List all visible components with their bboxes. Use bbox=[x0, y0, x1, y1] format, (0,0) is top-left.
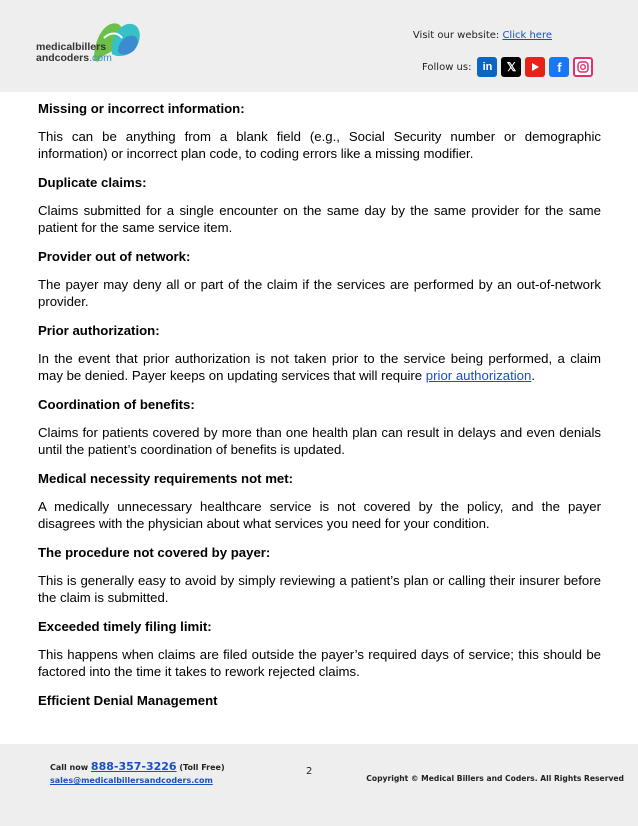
body-text: In the event that prior authorization is not taken prior to the service being performed, a claim may be denied. Payer keeps on updating services that will require bbox=[38, 351, 601, 383]
visit-label: Visit our website: bbox=[412, 30, 500, 41]
section-body: This can be anything from a blank field (e.g., Social Security number or demographic information) or incorrect plan code, to coding errors like a missing modifier. bbox=[38, 129, 601, 161]
section-heading: Provider out of network: bbox=[38, 249, 191, 264]
phone-link[interactable]: 888-357-3226 bbox=[90, 760, 177, 773]
section-heading: Efficient Denial Management bbox=[38, 693, 218, 708]
section-body: Claims for patients covered by more than one health plan can result in delays and even denials until the patient’s coordination of benefits is updated. bbox=[38, 425, 601, 457]
company-logo[interactable] bbox=[36, 14, 156, 74]
contact-info bbox=[50, 760, 225, 787]
page-footer bbox=[0, 744, 638, 826]
logo-dotcom: .com bbox=[89, 52, 112, 64]
section-heading: Coordination of benefits: bbox=[38, 397, 195, 412]
section-heading: Medical necessity requirements not met: bbox=[38, 471, 294, 486]
visit-website-link[interactable]: Click here bbox=[502, 30, 552, 41]
follow-us bbox=[422, 56, 597, 78]
toll-free-label: (Toll Free) bbox=[179, 763, 225, 772]
section-body: A medically unnecessary healthcare service is not covered by the policy, and the payer disagrees with the physician about what services you need for your condition. bbox=[38, 499, 601, 531]
logo-line-2: andcoders bbox=[36, 52, 90, 64]
main-content bbox=[38, 100, 601, 710]
section-body: This is generally easy to avoid by simply reviewing a patient’s plan or calling their insurer before the claim is submitted. bbox=[38, 573, 601, 605]
email-link[interactable]: sales@medicalbillersandcoders.com bbox=[50, 776, 213, 785]
section-body: This happens when claims are filed outside the payer’s required days of service; this should be factored into the time it takes to rework rejected claims. bbox=[38, 647, 601, 679]
visit-website bbox=[413, 30, 552, 41]
section-heading: Prior authorization: bbox=[38, 323, 160, 338]
x-icon[interactable]: 𝕏 bbox=[501, 57, 521, 77]
section-body: Claims submitted for a single encounter on the same day by the same provider for the same patient for the same service item. bbox=[38, 203, 601, 235]
copyright-text: Copyright © Medical Billers and Coders. All Rights Reserved bbox=[366, 774, 624, 783]
linkedin-icon[interactable]: in bbox=[477, 57, 497, 77]
instagram-icon[interactable] bbox=[573, 57, 593, 77]
page-number: 2 bbox=[306, 766, 313, 777]
section-body: The payer may deny all or part of the claim if the services are performed by an out-of-network provider. bbox=[38, 277, 601, 309]
logo-line-1: medicalbillers bbox=[36, 41, 107, 53]
follow-label: Follow us: bbox=[422, 61, 472, 73]
section-heading: Duplicate claims: bbox=[38, 175, 147, 190]
facebook-icon[interactable]: f bbox=[549, 57, 569, 77]
prior-authorization-link[interactable]: prior authorization bbox=[425, 368, 532, 383]
call-label: Call now bbox=[50, 763, 89, 772]
section-heading: Missing or incorrect information: bbox=[38, 101, 245, 116]
section-body bbox=[38, 350, 601, 384]
section-heading: Exceeded timely filing limit: bbox=[38, 619, 212, 634]
body-text: . bbox=[531, 368, 536, 383]
youtube-icon[interactable] bbox=[525, 57, 545, 77]
logo-text bbox=[36, 42, 112, 64]
section-heading: The procedure not covered by payer: bbox=[38, 545, 271, 560]
page-header bbox=[0, 0, 638, 92]
